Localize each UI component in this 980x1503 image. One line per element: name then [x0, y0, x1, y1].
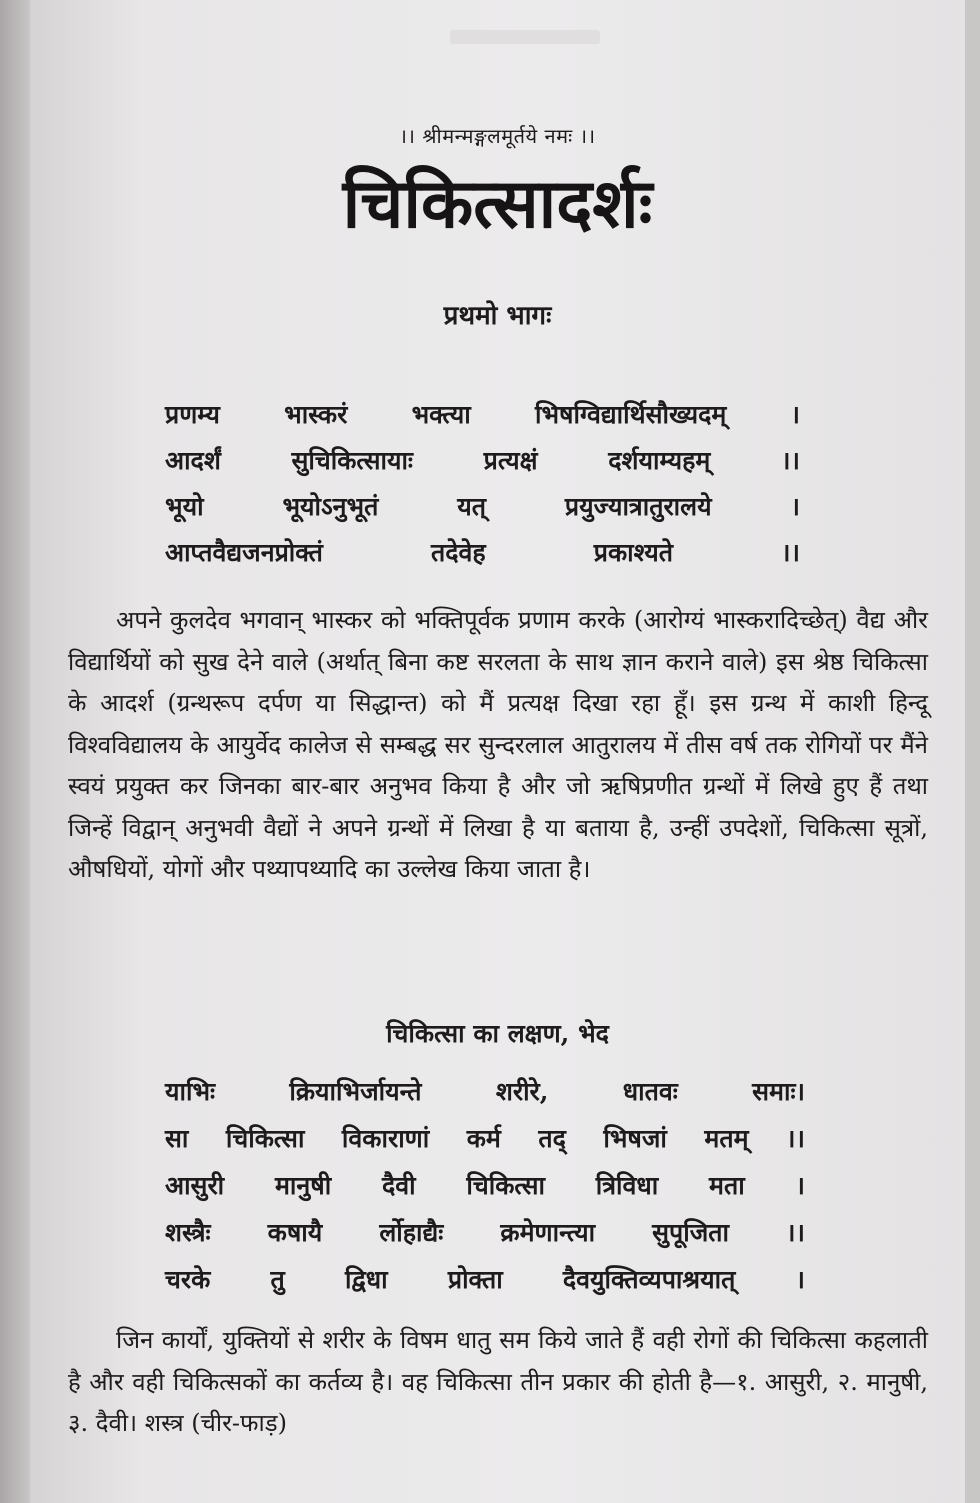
verse-line: याभिः क्रियाभिर्जायन्ते शरीरे, धातवः समाः।	[165, 1077, 805, 1106]
verse-line: आदर्शं सुचिकित्सायाः प्रत्यक्षं दर्शयाम्यहम् ।।	[165, 446, 800, 475]
part-subtitle: प्रथमो भागः	[443, 301, 552, 331]
verse-line: आप्तवैद्यजनप्रोक्तं तदेवेह प्रकाश्यते ।।	[165, 538, 800, 567]
verse-line: सा चिकित्सा विकाराणां कर्म तद् भिषजां मतम् ।।	[165, 1124, 805, 1153]
explanation-paragraph: जिन कार्यों, युक्तियों से शरीर के विषम धातु सम किये जाते हैं वही रोगों की चिकित्सा कहलाती है और वही चिकित्सकों का कर्तव्य है। वह चिकित्सा तीन प्रकार की होती है—१. आसुरी, २. मानुषी, ३. दैवी। शस्त्र (चीर-फाड़)	[68, 1326, 928, 1437]
verse-line: भूयो भूयोऽनुभूतं यत् प्रयुज्यात्रातुरालये ।	[165, 492, 800, 521]
verse-line: चरके तु द्विधा प्रोक्ता दैवयुक्तिव्यपाश्रयात् ।	[165, 1265, 805, 1294]
verse-line: आसुरी मानुषी दैवी चिकित्सा त्रिविधा मता ।	[165, 1171, 805, 1200]
show-through-header	[450, 30, 600, 44]
invocation-line: ।। श्रीमन्मङ्गलमूर्तये नमः ।।	[399, 124, 596, 148]
opening-verse	[165, 392, 800, 576]
verse-line: शस्त्रैः कषायै र्लोहाद्यैः क्रमेणान्त्या सुपूजिता ।।	[165, 1218, 805, 1247]
verse-line: प्रणम्य भास्करं भक्त्या भिषग्विद्यार्थिसौख्यदम् ।	[165, 400, 800, 429]
definition-verse	[165, 1068, 805, 1303]
intro-paragraph: अपने कुलदेव भगवान् भास्कर को भक्तिपूर्वक प्रणाम करके (आरोग्यं भास्करादिच्छेत्) वैद्य और विद्यार्थियों को सुख देने वाले (अर्थात् बिना कष्ट सरलता के साथ ज्ञान कराने वाले) इस श्रेष्ठ चिकित्सा के आदर्श (ग्रन्थरूप दर्पण या सिद्धान्त) को मैं प्रत्यक्ष दिखा रहा हूँ। इस ग्रन्थ में काशी हिन्दू विश्वविद्यालय के आयुर्वेद कालेज से सम्बद्ध सर सुन्दरलाल आतुरालय में तीस वर्ष तक रोगियों पर मैंने स्वयं प्रयुक्त कर जिनका बार-बार अनुभव किया है और जो ऋषिप्रणीत ग्रन्थों में लिखे हुए हैं तथा जिन्हें विद्वान् अनुभवी वैद्यों ने अपने ग्रन्थों में लिखा है या बताया है, उन्हीं उपदेशों, चिकित्सा सूत्रों, औषधियों, योगों और पथ्यापथ्यादि का उल्लेख किया जाता है।	[68, 606, 928, 883]
book-gutter-shadow	[0, 0, 30, 1503]
book-page	[30, 0, 965, 1503]
section-heading: चिकित्सा का लक्षण, भेद	[386, 1019, 609, 1048]
page-title: चिकित्सादर्शः	[342, 165, 653, 244]
